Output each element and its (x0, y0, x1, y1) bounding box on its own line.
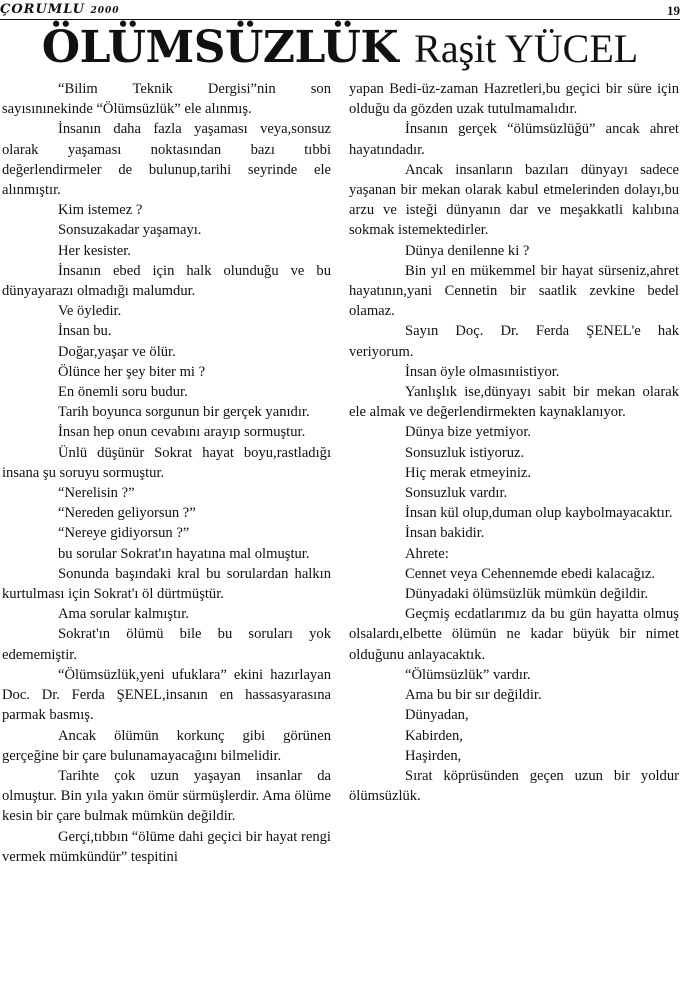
paragraph: Sırat köprüsünden geçen uzun bir yoldur ölümsüzlük. (349, 767, 679, 805)
paragraph: İnsan bakidir. (405, 525, 485, 542)
publication-logo (0, 2, 120, 17)
paragraph: Hiç merak etmeyiniz. (405, 464, 532, 481)
logo-year: 2000 (90, 6, 120, 16)
paragraph: “Ölümsüzlük,yeni ufuklara” ekini hazırlayan Doc. Dr. Ferda ŞENEL,insanın en hassasyarasına parmak basmış. (2, 666, 331, 724)
paragraph: Ama bu bir sır değildir. (405, 687, 542, 704)
paragraph: “Nereden geliyorsun ?” (58, 505, 196, 522)
paragraph: Bin yıl en mükemmel bir hayat sürseniz,ahret hayatının,yani Cennetin bir saatlik zevkine bedel olamaz. (349, 262, 679, 320)
paragraph: Ancak ölümün korkunç gibi görünen gerçeğine bir çare bulunamayacağını bilmelidir. (2, 727, 331, 764)
paragraph: İnsanın daha fazla yaşaması veya,sonsuz olarak yaşaması noktasından bazı tıbbi değerlendirmeler de bulunup,tarihi seyrinde ele alınmıştır. (2, 121, 331, 199)
paragraph: Ahrete: (405, 545, 449, 562)
paragraph: Geçmiş ecdatlarımız da bu gün hayatta olmuş olsalardı,elbette ölümün ne kadar büyük bir nimet olduğunu anlayacaktık. (349, 606, 679, 663)
paragraph: Gerçi,tıbbın “ölüme dahi geçici bir hayat rengi vermek mümkündür” tespitini (2, 828, 331, 865)
article-heading (0, 22, 680, 82)
paragraph: Kim istemez ? (58, 202, 143, 219)
paragraph: İnsanın gerçek “ölümsüzlüğü” ancak ahret hayatındadır. (349, 121, 679, 158)
paragraph: Sayın Doç. Dr. Ferda ŞENEL'e hak veriyorum. (349, 323, 679, 360)
article-author: Raşit YÜCEL (414, 26, 639, 71)
paragraph: Dünya bize yetmiyor. (405, 424, 532, 441)
masthead (0, 0, 680, 22)
paragraph: İnsan hep onun cevabını arayıp sormuştur. (58, 424, 306, 441)
page-number: 19 (667, 3, 680, 18)
paragraph: Ünlü düşünür Sokrat hayat boyu,rastladığı insana şu soruyu sormuştur. (2, 444, 331, 481)
paragraph: Ancak insanların bazıları dünyayı sadece yaşanan bir mekan olarak kabul etmelerinden dolayı,bu arzu ve isteği dünyanın dar ve meşakkatli kalıbına sokmak istemektedirler. (349, 161, 679, 239)
paragraph: Ölünce her şey biter mi ? (58, 363, 206, 380)
paragraph: “Ölümsüzlük” vardır. (405, 666, 531, 683)
left-column (2, 79, 331, 994)
paragraph: “Nereye gidiyorsun ?” (58, 525, 190, 542)
paragraph: Sonsuzakadar yaşamayı. (58, 222, 202, 239)
paragraph: İnsan bu. (58, 323, 112, 340)
paragraph: İnsan kül olup,duman olup kaybolmayacaktır. (405, 505, 673, 522)
paragraph: Sonunda başındaki kral bu sorulardan halkın kurtulması için Sokrat'ı öl dürtmüştür. (2, 565, 331, 603)
paragraph: İnsan öyle olmasınıistiyor. (405, 363, 560, 380)
logo-text: ÇORUMLU (0, 2, 85, 17)
article-title: ÖLÜMSÜZLÜK (41, 22, 399, 73)
paragraph: Doğar,yaşar ve ölür. (58, 343, 176, 360)
paragraph: Her kesister. (58, 242, 131, 259)
right-column (349, 79, 679, 994)
paragraph: Dünya denilenne ki ? (405, 242, 530, 259)
paragraph: “Nerelisin ?” (58, 485, 135, 502)
paragraph: Dünyadan, (405, 707, 469, 724)
paragraph: Sokrat'ın ölümü bile bu soruları yok edememiştir. (2, 626, 331, 663)
paragraph: “Bilim Teknik Dergisi”nin son sayısınınekinde “Ölümsüzlük” ele alınmış. (2, 81, 331, 118)
paragraph: İnsanın ebed için halk olunduğu ve bu dünyayarazı olmadığı malumdur. (2, 262, 331, 300)
paragraph: Yanlışlık ise,dünyayı sabit bir mekan olarak ele almak ve değerlendirmekten kaynaklanıyor. (349, 384, 679, 421)
paragraph: Sonsuzluk istiyoruz. (405, 444, 525, 461)
paragraph: Cennet veya Cehennemde ebedi kalacağız. (405, 565, 656, 582)
paragraph: Ve öyledir. (58, 303, 122, 320)
paragraph: bu sorular Sokrat'ın hayatına mal olmuştur. (58, 545, 310, 562)
paragraph: Tarihte çok uzun yaşayan insanlar da olmuştur. Bin yıla yakın ömür sürmüşlerdir. Ama ölüme kesin bir çare bulmak mümkün değildir. (2, 767, 331, 825)
paragraph: Tarih boyunca sorgunun bir gerçek yanıdır. (58, 404, 310, 421)
paragraph: En önemli soru budur. (58, 384, 188, 401)
paragraph: Haşirden, (405, 747, 462, 764)
paragraph: yapan Bedi-üz-zaman Hazretleri,bu geçici bir süre için olduğu da gözden uzak tutulmamalıdır. (349, 81, 679, 118)
header-rule (0, 19, 680, 20)
paragraph: Sonsuzluk vardır. (405, 485, 508, 502)
paragraph: Ama sorular kalmıştır. (58, 606, 189, 623)
paragraph: Kabirden, (405, 727, 463, 744)
paragraph: Dünyadaki ölümsüzlük mümkün değildir. (405, 586, 649, 603)
